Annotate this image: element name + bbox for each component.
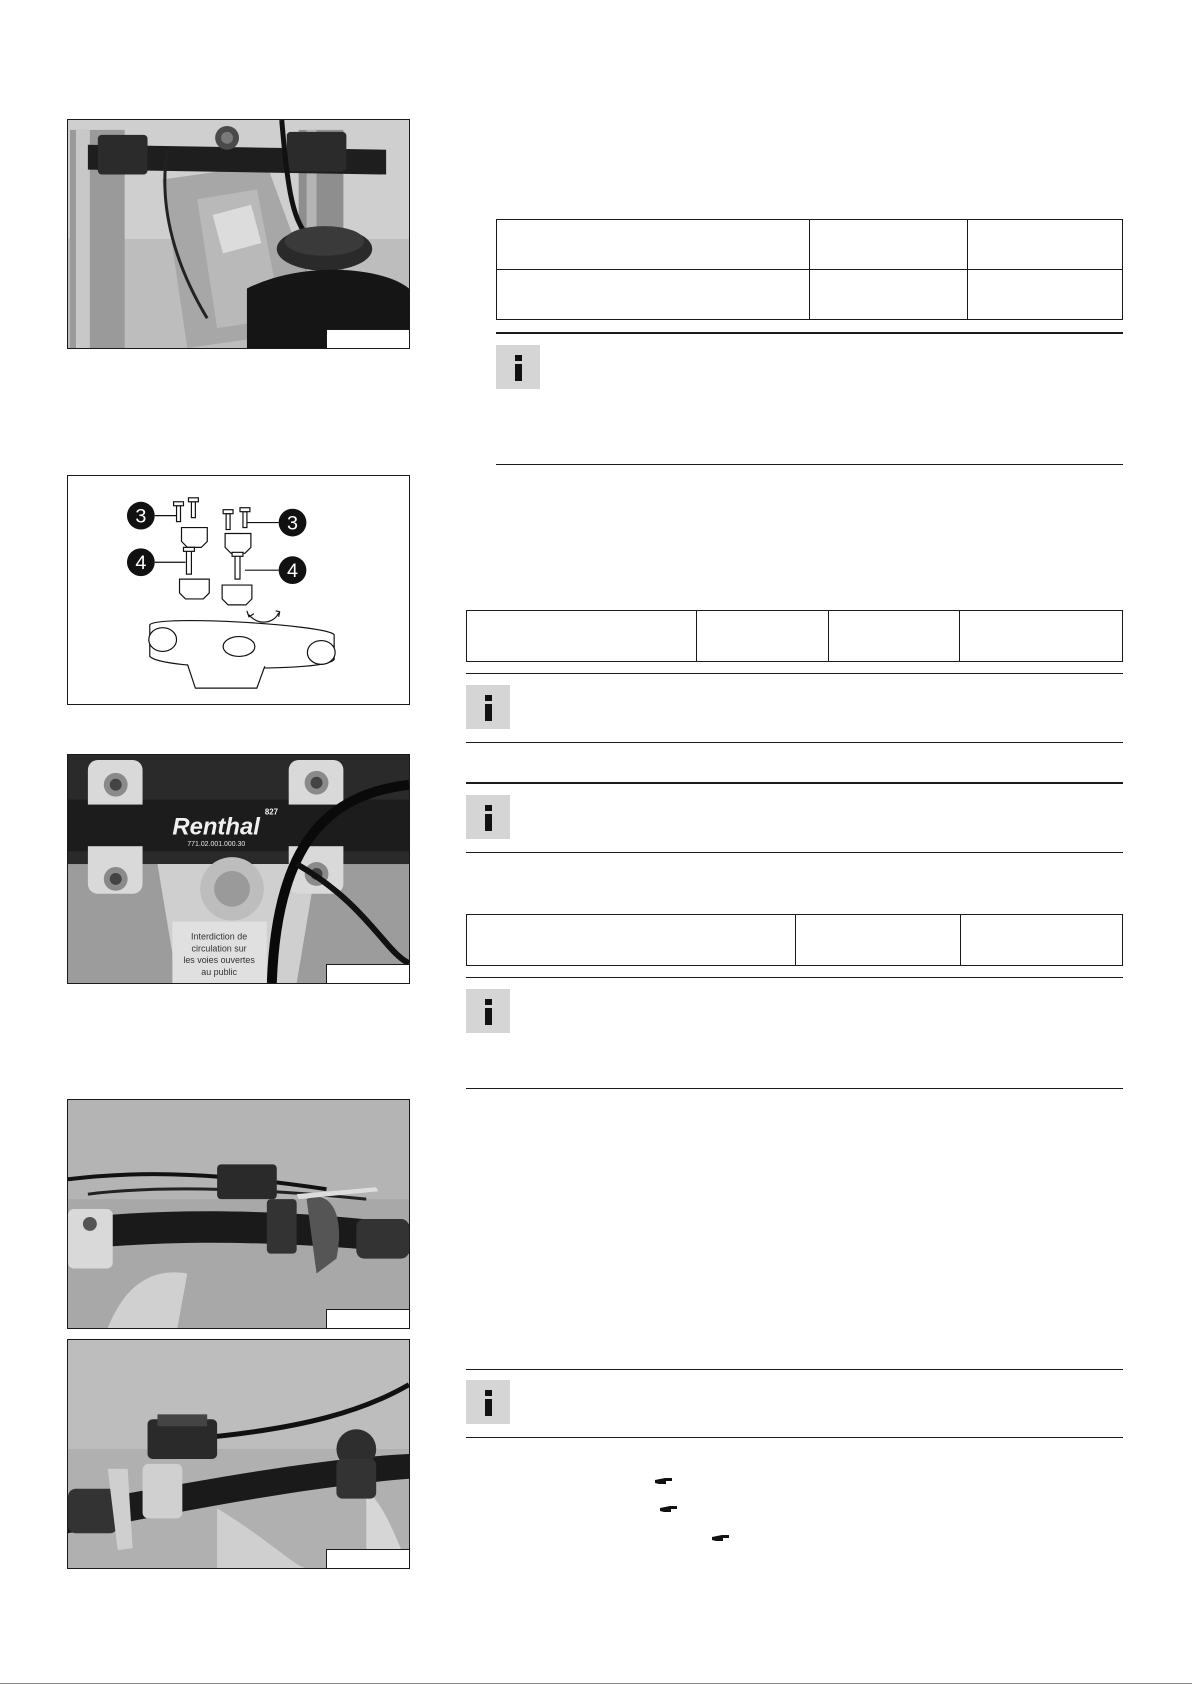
callout-3-right-label: 3 [287, 512, 299, 535]
model-text: 827 [264, 807, 279, 817]
info-icon [466, 1380, 510, 1424]
table-cell [810, 220, 968, 270]
note-divider [466, 1369, 1123, 1370]
callout-4-right-label: 4 [287, 560, 299, 583]
callout-3-left-label: 3 [135, 505, 147, 528]
callout-4-left-label: 4 [135, 552, 147, 575]
note-divider [466, 1088, 1123, 1089]
table-cell [961, 915, 1123, 966]
sticker-line-3: les voies ouvertes [183, 955, 255, 966]
figure-tag [326, 964, 409, 983]
table-cell [467, 611, 697, 662]
pointing-hand-icon [660, 1504, 678, 1514]
info-icon [496, 345, 540, 389]
note-divider [466, 673, 1123, 674]
pointing-hand-icon [655, 1476, 673, 1486]
table-cell [467, 915, 796, 966]
info-icon [466, 795, 510, 839]
sticker-line-4: au public [201, 967, 237, 978]
table-cell [829, 611, 960, 662]
steering-stem-photo [67, 119, 410, 349]
table-cell [968, 220, 1123, 270]
renthal-logo: Renthal [172, 813, 260, 841]
table-cell [497, 220, 810, 270]
figure-tag [326, 329, 409, 348]
part-number: 771.02.001.000.30 [187, 841, 246, 849]
info-icon [466, 989, 510, 1033]
pointing-hand-icon [712, 1533, 730, 1543]
note-divider [466, 742, 1123, 743]
sticker-line-1: Interdiction de [191, 931, 248, 942]
figure-tag [326, 1309, 409, 1328]
table-cell [697, 611, 829, 662]
spec-table-2 [466, 610, 1123, 662]
spec-table-3 [466, 914, 1123, 966]
table-cell [960, 611, 1123, 662]
info-icon [466, 685, 510, 729]
figure-tag [326, 1549, 409, 1568]
spec-table-1 [496, 219, 1123, 320]
table-cell [968, 270, 1123, 320]
note-divider [466, 977, 1123, 978]
note-divider [496, 464, 1123, 465]
right-handlebar-photo [67, 1339, 410, 1569]
table-cell [497, 270, 810, 320]
note-divider [496, 332, 1123, 334]
left-handlebar-photo [67, 1099, 410, 1329]
page-footer-rule [0, 1683, 1192, 1684]
clamp-diagram [67, 475, 410, 705]
sticker-line-2: circulation sur [191, 943, 247, 954]
note-divider [466, 782, 1123, 784]
handlebar-clamp-photo [67, 754, 410, 984]
note-divider [466, 1437, 1123, 1438]
table-cell [810, 270, 968, 320]
note-divider [466, 852, 1123, 853]
table-cell [796, 915, 961, 966]
